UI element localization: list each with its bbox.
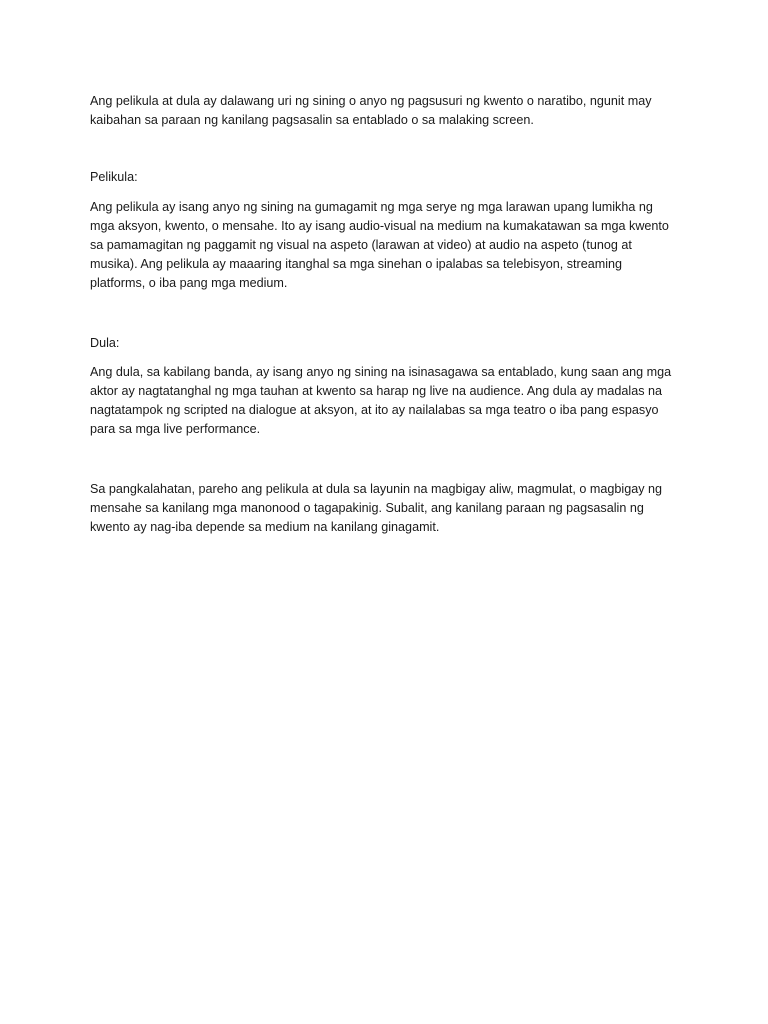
intro-paragraph: Ang pelikula at dula ay dalawang uri ng sining o anyo ng pagsusuri ng kwento o naratibo, ngunit may kaibahan sa paraan ng kanilang pagsasalin sa entablado o sa malaking screen. (90, 94, 652, 128)
section-heading-dula: Dula: (90, 335, 120, 350)
section-paragraph-dula: Ang dula, sa kabilang banda, ay isang anyo ng sining na isinasagawa sa entablado, kung saan ang mga aktor ay nagtatanghal ng mga tauhan at kwento sa harap ng live na audience. Ang dula ay madalas na nagtatampok ng scripted na dialogue at aksyon, at ito ay nailalabas sa mga teatro o iba pang espasyo para sa mga live performance. (90, 364, 672, 437)
document-body (90, 92, 680, 537)
conclusion-paragraph: Sa pangkalahatan, pareho ang pelikula at dula sa layunin na magbigay aliw, magmulat, o magbigay ng mensahe sa kanilang mga manonood o tagapakinig. Subalit, ang kanilang paraan ng pagsasalin ng kwento ay nag-iba depende sa medium na kanilang ginagamit. (90, 481, 663, 535)
section-paragraph-pelikula: Ang pelikula ay isang anyo ng sining na gumagamit ng mga serye ng mga larawan upang lumikha ng mga aksyon, kwento, o mensahe. Ito ay isang audio-visual na medium na kumakatawan sa mga kwento sa pamamagitan ng paggamit ng visual na aspeto (larawan at video) at audio na aspeto (tunog at musika). Ang pelikula ay maaaring itanghal sa mga sinehan o ipalabas sa telebisyon, streaming platforms, o iba pang mga medium. (90, 199, 669, 291)
section-heading-pelikula: Pelikula: (90, 170, 138, 185)
